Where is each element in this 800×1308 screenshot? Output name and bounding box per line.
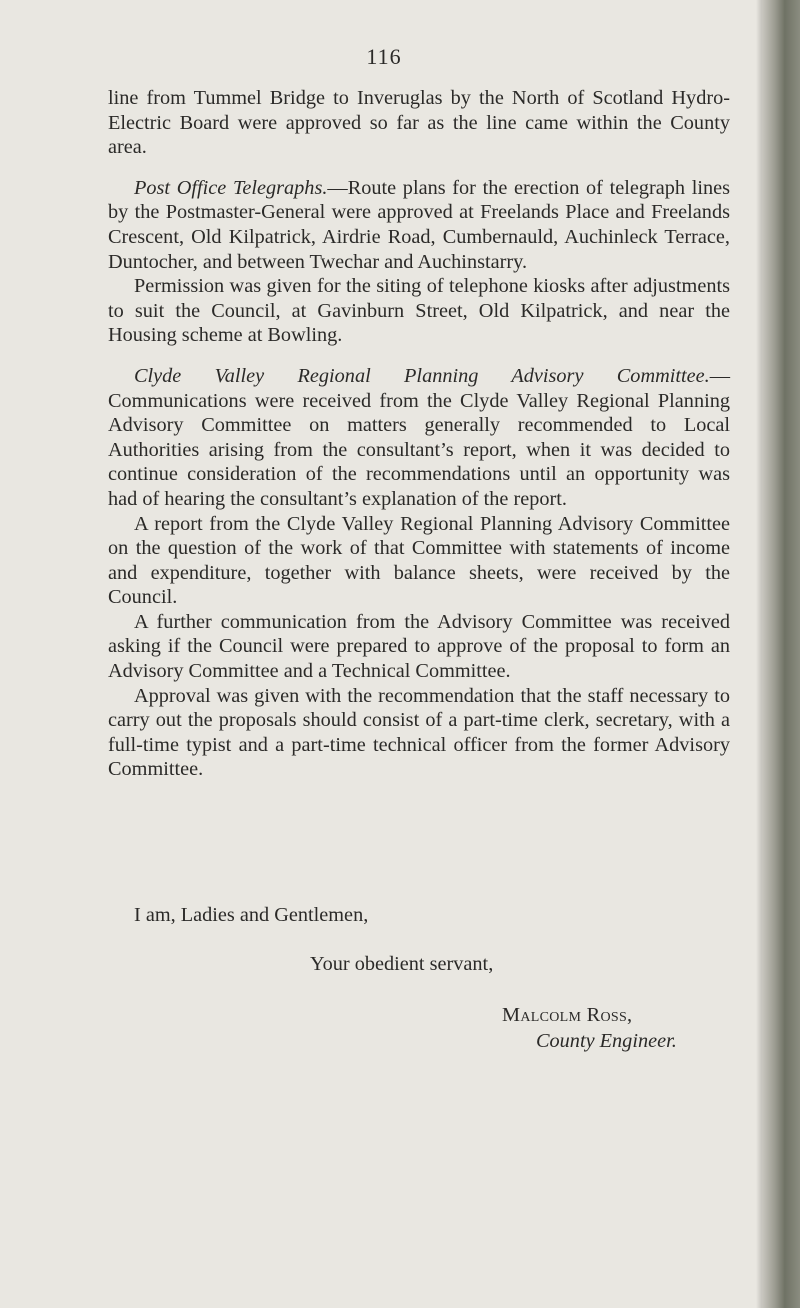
- section-heading-clyde-valley: Clyde Valley Regional Planning Advisory Committee.: [134, 364, 710, 387]
- paragraph-gap: [108, 348, 730, 364]
- paragraph-text: Approval was given with the recommendation that the staff necessary to carry out the proposals should consist of a part-time clerk, secretary, with a full-time typist and a part-time technical officer from the former Advisory Committee.: [108, 684, 730, 781]
- paragraph-text: —Route plans for the erection of telegraph lines by the Postmaster-General were approved at Freelands Place and Freelands Crescent, Old Kilpatrick, Airdrie Road, Cumbernauld, Auchinleck Terrace, Duntocher, and between Twechar and Auchinstarry.: [108, 176, 730, 273]
- paragraph-report: [108, 512, 730, 610]
- body-text: [108, 86, 730, 782]
- closing-valediction: Your obedient servant,: [310, 953, 494, 975]
- paragraph-text: — Communications were received from the Clyde Valley Regional Planning Advisory Committee on matters generally recommended to Local Authorities arising from the consultant’s report, when it was decided to continue consideration of the recommendations until an opportunity was had of hearing the consultant’s explanation of the report.: [108, 364, 730, 510]
- paragraph-further-communication: [108, 610, 730, 684]
- book-edge: [762, 0, 800, 1308]
- paragraph-continuation: [108, 86, 730, 160]
- paragraph-gap: [108, 160, 730, 176]
- signature-name: Malcolm Ross,: [502, 1004, 633, 1026]
- paragraph-kiosks: [108, 274, 730, 348]
- paragraph-text: Permission was given for the siting of telephone kiosks after adjustments to suit the Council, at Gavinburn Street, Old Kilpatrick, and near the Housing scheme at Bowling.: [108, 275, 730, 347]
- section-heading-post-office: Post Office Telegraphs.: [134, 176, 328, 199]
- closing-salutation: I am, Ladies and Gentlemen,: [134, 904, 369, 926]
- paragraph-clyde-valley: [108, 364, 730, 512]
- page-number: 116: [366, 44, 402, 69]
- paragraph-approval: [108, 684, 730, 782]
- paragraph-text: A report from the Clyde Valley Regional Planning Advisory Committee on the question of the work of that Committee with statements of income and expenditure, together with balance sheets, were received by the Council.: [108, 512, 730, 609]
- paragraph-text: A further communication from the Advisory Committee was received asking if the Council were prepared to approve of the proposal to form an Advisory Committee and a Technical Committee.: [108, 610, 730, 683]
- signature-title: County Engineer.: [536, 1030, 677, 1052]
- paragraph-text: line from Tummel Bridge to Inveruglas by the North of Scotland Hydro-Electric Board were approved so far as the line came within the County area.: [108, 87, 730, 159]
- paragraph-post-office: [108, 176, 730, 274]
